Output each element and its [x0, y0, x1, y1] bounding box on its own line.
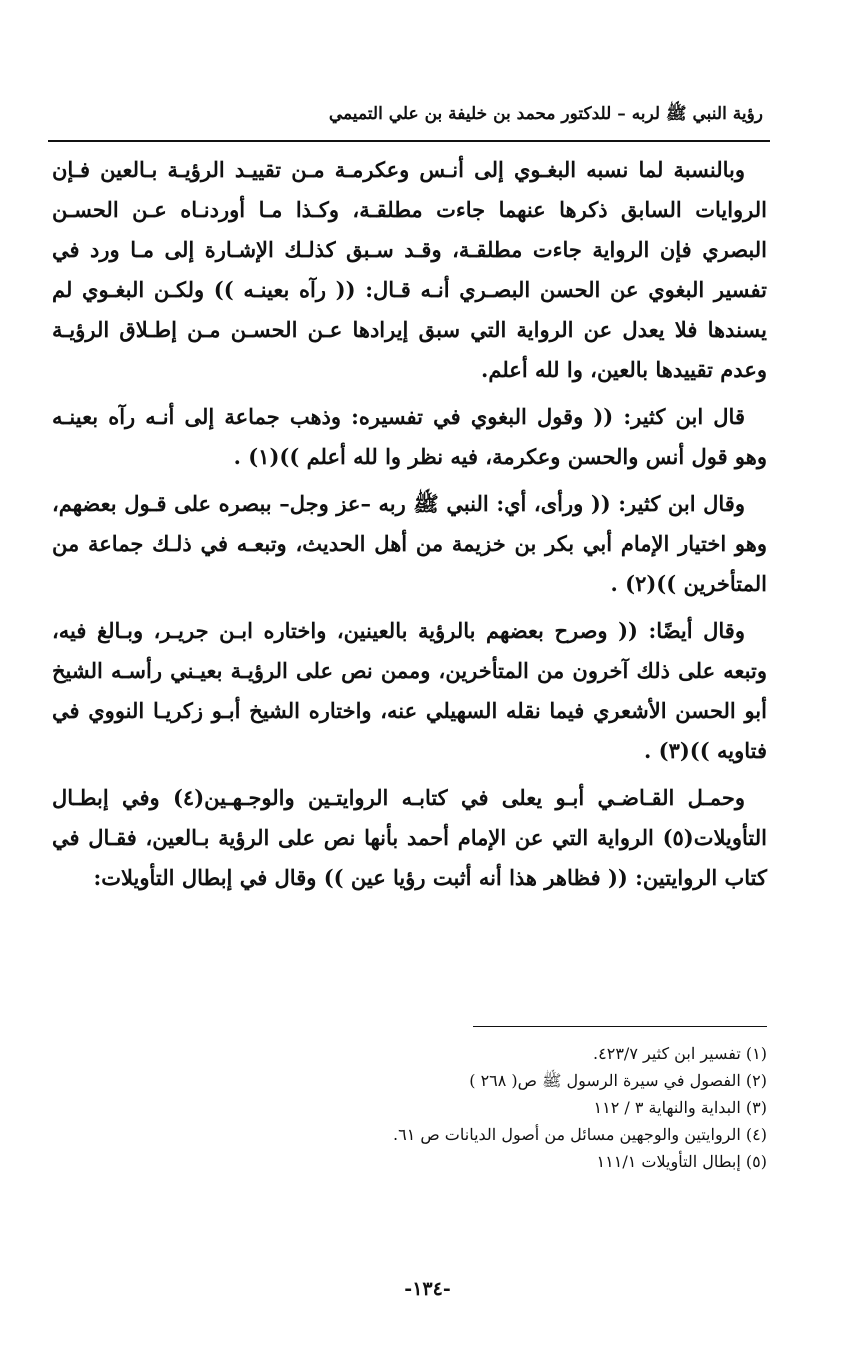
- paragraph: وقال أيضًا: (( وصرح بعضهم بالرؤية بالعينين، واختاره ابـن جريـر، وبـالغ فيه، وتبعه على ذلك آخرون من المتأخرين، وممن نص على الرؤيـة بعيـني رأسـه الشيخ أبو الحسن الأشعري فيما نقله السهيلي عنه، واختاره الشيخ أبـو زكريـا النووي في فتاويه ))(٣) .: [52, 618, 767, 763]
- footnote: (٣) البداية والنهاية ٣ / ١١٢: [593, 1098, 767, 1117]
- body-text: [52, 150, 767, 905]
- footnote: (٤) الروايتين والوجهين مسائل من أصول الديانات ص ٦١.: [393, 1125, 767, 1144]
- footnote: (٥) إبطال التأويلات ١١١/١: [596, 1152, 767, 1171]
- paragraph: قال ابن كثير: (( وقول البغوي في تفسيره: وذهب جماعة إلى أنـه رآه بعينـه وهو قول أنس والحسن وعكرمة، فيه نظر وا لله أعلم ))(١) .: [52, 404, 767, 469]
- paragraph: وبالنسبة لما نسبه البغـوي إلى أنـس وعكرمـة مـن تقييـد الرؤيـة بـالعين فـإن الروايات السابق ذكرها عنهما جاءت مطلقـة، وكـذا مـا أوردنـاه عـن الحسـن البصري فإن الرواية جاءت مطلقـة، وقـد سـبق كذلـك الإشـارة إلى مـا ورد في تفسير البغوي عن الحسن البصـري أنـه قـال: (( رآه بعينـه )) ولكـن البغـوي لم يسندها فلا يعدل عن الرواية التي سبق إيرادها عـن الحسـن مـن إطـلاق الرؤيـة وعدم تقييدها بالعين، وا لله أعلم.: [52, 157, 767, 382]
- footnote: (٢) الفصول في سيرة الرسول ﷺ ص( ٢٦٨ ): [469, 1071, 767, 1090]
- footnote-separator: [473, 1026, 767, 1027]
- page-number: -١٣٤-: [404, 1278, 451, 1300]
- paragraph: وحمـل القـاضـي أبـو يعلى في كتابـه الروايتـين والوجـهـين(٤) وفي إبطـال التأويلات(٥) الرواية التي عن الإمام أحمد بأنها نص على الرؤية بـالعين، فقـال في كتاب الروايتين: (( فظاهر هذا أنه أثبت رؤيا عين )) وقال في إبطال التأويلات:: [52, 785, 767, 890]
- header-rule: [48, 140, 770, 142]
- footnotes: [167, 1040, 767, 1175]
- running-header: رؤية النبي ﷺ لربه – للدكتور محمد بن خليفة بن علي التميمي: [328, 104, 763, 124]
- paragraph: وقال ابن كثير: (( ورأى، أي: النبي ﷺ ربه –عز وجل– ببصره على قـول بعضهم، وهو اختيار الإمام أبي بكر بن خزيمة من أهل الحديث، وتبعـه في ذلـك جماعة من المتأخرين ))(٢) .: [52, 491, 767, 596]
- footnote: (١) تفسير ابن كثير ٤٢٣/٧.: [593, 1044, 767, 1063]
